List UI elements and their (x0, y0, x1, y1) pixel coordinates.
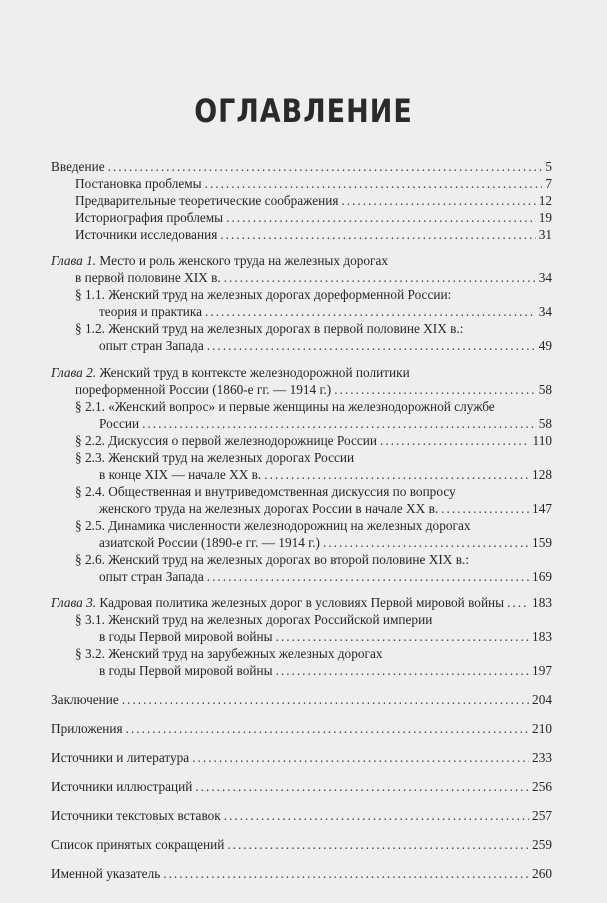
toc-page-number: 169 (532, 569, 552, 584)
section-title: § 1.2. Женский труд на железных дорогах в первой половине XIX в.: (75, 321, 464, 336)
leader-dots (108, 158, 543, 175)
toc-entry (51, 337, 552, 354)
leader-dots (220, 226, 535, 243)
toc-entry (51, 568, 552, 585)
leader-dots (226, 209, 536, 226)
leader-dots (205, 303, 536, 320)
section-title: § 3.1. Женский труд на железных дорогах Российской империи (75, 612, 433, 627)
toc-page-number: 257 (532, 808, 552, 823)
section-heading (51, 551, 552, 568)
leader-dots (163, 865, 529, 882)
section-heading (51, 611, 552, 628)
leader-dots (192, 749, 529, 766)
toc-page-number: 183 (532, 595, 552, 610)
leader-dots (323, 534, 529, 551)
chapter-title-cont: пореформенной России (1860-е гг. — 1914 г.) (75, 382, 332, 397)
toc-entry-index (51, 865, 552, 882)
section-title-cont: России (99, 416, 140, 431)
chapter-title: Кадровая политика железных дорог в условиях Первой мировой войны (99, 595, 505, 610)
toc-page-number: 12 (538, 193, 552, 208)
toc-entry-abbreviations (51, 836, 552, 853)
toc-page-number: 260 (532, 866, 552, 881)
toc-entry-conclusion (51, 691, 552, 708)
section-title: § 2.4. Общественная и внутриведомственная дискуссия по вопросу (75, 484, 456, 499)
toc-entry-label: Предварительные теоретические соображения (75, 193, 339, 208)
toc-entry (51, 432, 552, 449)
leader-dots (224, 807, 529, 824)
chapter-label: Глава 1. (51, 253, 97, 268)
toc-entry (51, 415, 552, 432)
toc-page-number: 34 (538, 270, 552, 285)
toc-page-number: 256 (532, 779, 552, 794)
section-title-cont: в годы Первой мировой войны (99, 663, 273, 678)
chapter-1-heading (51, 252, 552, 269)
section-heading (51, 320, 552, 337)
section-title-cont: азиатской России (1890-е гг. — 1914 г.) (99, 535, 320, 550)
page-title: ОГЛАВЛЕНИЕ (194, 93, 413, 131)
toc-entry-label: Историография проблемы (75, 210, 224, 225)
toc-entry-label: Источники текстовых вставок (51, 808, 221, 823)
leader-dots (334, 381, 535, 398)
toc-entry-sources (51, 749, 552, 766)
toc-entry-label: Заключение (51, 692, 119, 707)
section-title: § 2.3. Женский труд на железных дорогах России (75, 450, 355, 465)
chapter-2-heading (51, 364, 552, 381)
toc-page-number: 58 (538, 416, 552, 431)
toc-page-number: 34 (538, 304, 552, 319)
toc-entry (51, 534, 552, 551)
leader-dots (341, 192, 535, 209)
section-title-cont: женского труда на железных дорогах России в начале XX в. (99, 501, 439, 516)
toc-page-number: 58 (538, 382, 552, 397)
toc-page-number: 210 (532, 721, 552, 736)
toc-page-number: 147 (532, 501, 552, 516)
leader-dots (507, 594, 529, 611)
toc-entry-label: Постановка проблемы (75, 176, 202, 191)
section-heading (51, 449, 552, 466)
section-title-cont: опыт стран Запада (99, 338, 204, 353)
toc-entry-label: Введение (51, 159, 105, 174)
toc-page-number: 159 (532, 535, 552, 550)
toc-entry-label: Именной указатель (51, 866, 161, 881)
chapter-label: Глава 3. (51, 595, 97, 610)
toc-page-number: 31 (538, 227, 552, 242)
section-heading (51, 398, 552, 415)
toc-entry-intro (51, 158, 552, 175)
toc-entry (51, 209, 552, 226)
toc-entry (51, 628, 552, 645)
toc-entry-label: Приложения (51, 721, 123, 736)
toc-page-number: 259 (532, 837, 552, 852)
leader-dots (142, 415, 536, 432)
toc-entry (51, 226, 552, 243)
leader-dots (441, 500, 529, 517)
chapter-label: Глава 2. (51, 365, 97, 380)
toc-page-number: 49 (538, 338, 552, 353)
leader-dots (224, 269, 536, 286)
toc-entry (51, 269, 552, 286)
toc-entry (51, 662, 552, 679)
section-title: § 2.2. Дискуссия о первой железнодорожнице России (75, 433, 377, 448)
toc-page-number: 19 (538, 210, 552, 225)
toc-page-number: 110 (532, 433, 552, 448)
toc-entry-label: Список принятых сокращений (51, 837, 225, 852)
section-heading (51, 483, 552, 500)
toc-entry (51, 303, 552, 320)
toc-entry (51, 500, 552, 517)
leader-dots (227, 836, 529, 853)
toc-page-number: 5 (545, 159, 552, 174)
toc-entry-illustrations (51, 778, 552, 795)
leader-dots (264, 466, 529, 483)
section-heading (51, 517, 552, 534)
toc-entry-label: Источники иллюстраций (51, 779, 193, 794)
section-title-cont: теория и практика (99, 304, 203, 319)
chapter-title: Место и роль женского труда на железных дорогах (99, 253, 389, 268)
leader-dots (205, 175, 543, 192)
toc-page-number: 204 (532, 692, 552, 707)
toc-entry-label: Источники исследования (75, 227, 218, 242)
toc-entry-text-inserts (51, 807, 552, 824)
toc-page-number: 128 (532, 467, 552, 482)
section-heading (51, 645, 552, 662)
section-title-cont: в конце XIX — начале XX в. (99, 467, 262, 482)
leader-dots (126, 720, 529, 737)
section-title: § 2.6. Женский труд на железных дорогах во второй половине XIX в.: (75, 552, 470, 567)
toc-entry-label: Источники и литература (51, 750, 190, 765)
toc-page-number: 183 (532, 629, 552, 644)
toc-page-number: 197 (532, 663, 552, 678)
table-of-contents (51, 158, 552, 882)
leader-dots (122, 691, 529, 708)
leader-dots (207, 337, 536, 354)
section-title-cont: в годы Первой мировой войны (99, 629, 273, 644)
chapter-title: Женский труд в контексте железнодорожной политики (99, 365, 410, 380)
leader-dots (380, 432, 530, 449)
section-heading (51, 286, 552, 303)
section-title: § 2.1. «Женский вопрос» и первые женщины на железнодорожной службе (75, 399, 495, 414)
toc-page-number: 233 (532, 750, 552, 765)
chapter-3-heading (51, 594, 552, 611)
toc-entry (51, 466, 552, 483)
section-title: § 2.5. Динамика численности железнодорожниц на железных дорогах (75, 518, 471, 533)
leader-dots (207, 568, 529, 585)
toc-entry (51, 381, 552, 398)
toc-entry (51, 192, 552, 209)
toc-entry (51, 175, 552, 192)
toc-entry-appendices (51, 720, 552, 737)
section-title: § 1.1. Женский труд на железных дорогах дореформенной России: (75, 287, 452, 302)
leader-dots (195, 778, 529, 795)
leader-dots (276, 628, 529, 645)
leader-dots (276, 662, 529, 679)
section-title: § 3.2. Женский труд на зарубежных железных дорогах (75, 646, 383, 661)
toc-page-number: 7 (545, 176, 552, 191)
chapter-title-cont: в первой половине XIX в. (75, 270, 221, 285)
section-title-cont: опыт стран Запада (99, 569, 204, 584)
